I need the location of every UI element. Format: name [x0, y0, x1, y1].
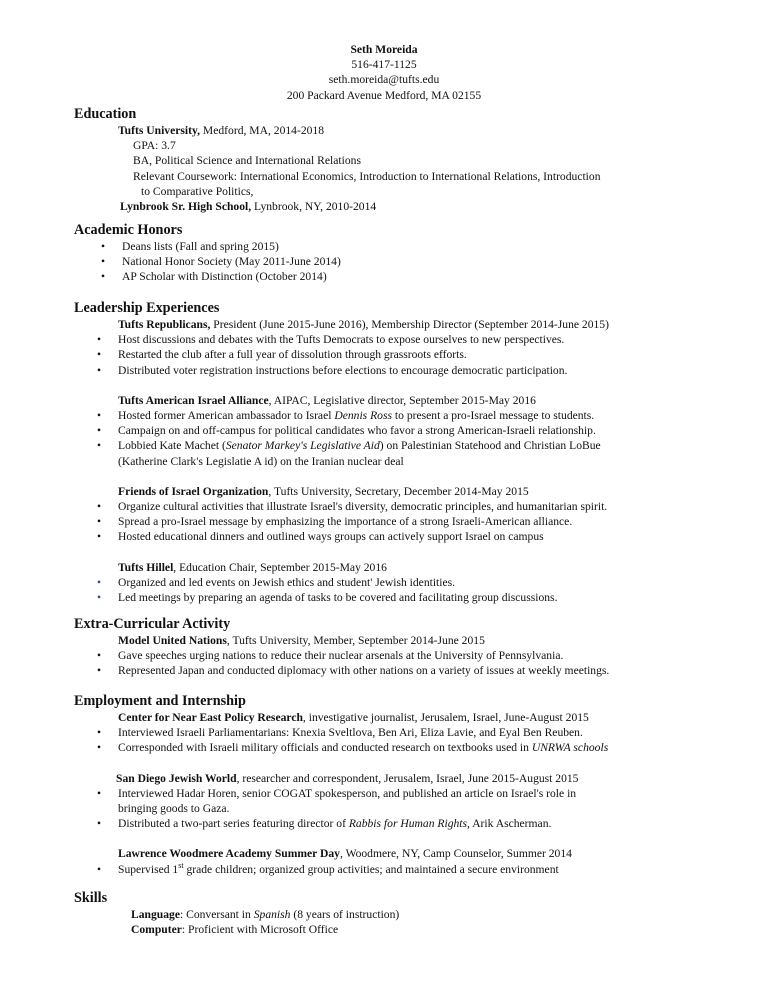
bullet-icon: • — [96, 348, 102, 362]
bullet-text: Host discussions and debates with the Tufts Democrats to expose ourselves to new perspectives. — [118, 333, 565, 347]
bullet-text: Interviewed Hadar Horen, senior COGAT spokesperson, and published an article on Israel's role in — [118, 786, 577, 800]
tufts-name: Tufts University, — [118, 124, 201, 137]
cnep-bullet — [74, 725, 694, 740]
bullet-text: Hosted educational dinners and outlined ways groups can actively support Israel on campus — [118, 530, 544, 544]
spanish: Spanish — [253, 908, 291, 921]
bullet-text: Lobbied Kate Machet ( — [118, 439, 226, 453]
degree-line: BA, Political Science and International Relations — [133, 154, 361, 168]
cnep-entry — [74, 710, 694, 725]
gpa-line: GPA: 3.7 — [133, 139, 176, 153]
mun-org: Model United Nations — [118, 634, 227, 647]
bullet-icon: • — [96, 363, 102, 377]
resume-header — [0, 42, 768, 103]
leadership-section — [74, 299, 694, 605]
sdjw-role: , researcher and correspondent, Jerusalem, Israel, June 2015-August 2015 — [236, 771, 579, 785]
ordinal-superscript: st — [178, 860, 184, 870]
alliance-bullet — [74, 423, 694, 438]
bullet-text: Organized and led events on Jewish ethics and student' Jewish identities. — [118, 575, 456, 589]
skills-heading: Skills — [74, 890, 108, 906]
bullet-icon: • — [96, 575, 102, 589]
bullet-text: Organize cultural activities that illustrate Israel's diversity, democratic principles, and humanitarian spirit. — [118, 500, 608, 514]
bullet-icon: • — [96, 530, 102, 544]
bullet-text: Led meetings by preparing an agenda of tasks to be covered and facilitating group discussions. — [118, 591, 558, 605]
honors-item-text: AP Scholar with Distinction (October 2014) — [122, 270, 327, 284]
mun-role: , Tufts University, Member, September 2014-June 2015 — [226, 634, 485, 647]
bullet-icon: • — [100, 270, 106, 284]
computer-label: Computer — [131, 923, 182, 937]
extracurricular-heading: Extra-Curricular Activity — [74, 616, 231, 632]
friends-entry — [74, 484, 694, 499]
honors-item-text: National Honor Society (May 2011-June 2014) — [122, 255, 341, 269]
bullet-text: to present a pro-Israel message to students. — [392, 409, 595, 423]
extracurricular-section — [74, 615, 694, 679]
bullet-text: Distributed voter registration instructions before elections to encourage democratic participation. — [118, 363, 568, 377]
bullet-text: grade children; organized group activities; and maintained a secure environment — [183, 862, 559, 876]
woodmere-bullet — [74, 862, 694, 877]
skill-text: : Proficient with Microsoft Office — [181, 923, 339, 937]
alliance-bullet-continued: (Katherine Clark's Legislatie A id) on the Iranian nuclear deal — [118, 454, 404, 468]
hillel-entry — [74, 560, 694, 575]
employment-section — [74, 692, 694, 877]
dennis-ross: Dennis Ross — [334, 409, 392, 423]
bullet-text: Corresponded with Israeli military officials and conducted research on textbooks used in — [118, 741, 532, 755]
republicans-bullet — [74, 347, 694, 362]
bullet-text: Represented Japan and conducted diplomacy with other nations on a variety of issues at weekly meetings. — [118, 664, 610, 678]
applicant-name: Seth Moreida — [350, 43, 418, 56]
unrwa-schools: UNRWA schools — [531, 741, 609, 755]
tufts-details: Medford, MA, 2014-2018 — [200, 124, 325, 137]
bullet-text: Campaign on and off-campus for political candidates who favor a strong American-Israeli relationship. — [118, 424, 596, 438]
bullet-text: ) on Palestinian Statehood and Christian LoBue — [379, 439, 601, 453]
bullet-icon: • — [96, 515, 102, 529]
tufts-entry — [74, 123, 694, 138]
honors-heading: Academic Honors — [74, 222, 183, 238]
phone-number: 516-417-1125 — [351, 58, 417, 72]
mun-entry — [74, 633, 694, 648]
bullet-icon: • — [96, 591, 102, 605]
senator-aid: Senator Markey's Legislative Aid — [225, 439, 380, 453]
honors-item-text: Deans lists (Fall and spring 2015) — [122, 240, 279, 253]
bullet-text: Restarted the club after a full year of dissolution through grassroots efforts. — [118, 348, 467, 362]
bullet-icon: • — [96, 786, 102, 800]
bullet-icon: • — [96, 439, 102, 453]
alliance-bullet — [74, 408, 694, 423]
cnep-org: Center for Near East Policy Research — [118, 711, 303, 724]
alliance-entry — [74, 393, 694, 408]
bullet-text: Supervised 1 — [118, 862, 179, 876]
language-skill — [74, 907, 694, 922]
bullet-icon: • — [96, 726, 102, 740]
highschool-name: Lynbrook Sr. High School, — [120, 200, 252, 214]
friends-role: , Tufts University, Secretary, December 2014-May 2015 — [268, 484, 529, 498]
bullet-icon: • — [96, 741, 102, 755]
employment-heading: Employment and Internship — [74, 693, 246, 709]
hillel-bullet — [74, 575, 694, 590]
skill-text: (8 years of instruction) — [290, 908, 400, 921]
home-address: 200 Packard Avenue Medford, MA 02155 — [286, 88, 482, 102]
coursework-line: Relevant Coursework: International Economics, Introduction to International Relations, Introduction — [133, 169, 601, 183]
republicans-org: Tufts Republicans, — [118, 318, 211, 331]
woodmere-org: Lawrence Woodmere Academy Summer Day — [118, 847, 340, 861]
education-section — [74, 105, 694, 214]
email-address: seth.moreida@tufts.edu — [328, 73, 440, 87]
woodmere-role: , Woodmere, NY, Camp Counselor, Summer 2014 — [339, 847, 572, 861]
mun-bullet — [74, 663, 694, 678]
bullet-text: Gave speeches urging nations to reduce their nuclear arsenals at the University of Pennsylvania. — [118, 649, 564, 663]
cnep-bullet — [74, 740, 694, 755]
bullet-icon: • — [96, 664, 102, 678]
woodmere-entry — [74, 846, 694, 861]
language-label: Language — [131, 908, 180, 921]
bullet-icon: • — [96, 862, 102, 876]
bullet-icon: • — [96, 409, 102, 423]
alliance-org: Tufts American Israel Alliance — [118, 393, 269, 407]
friends-bullet — [74, 499, 694, 514]
highschool-entry — [74, 199, 694, 214]
bullet-text: Distributed a two-part series featuring director of — [118, 817, 349, 831]
republicans-entry — [74, 317, 694, 332]
sdjw-org: San Diego Jewish World — [116, 771, 237, 785]
coursework-continued: to Comparative Politics, — [141, 184, 254, 198]
bullet-text: Interviewed Israeli Parliamentarians: Knexia Sveltlova, Ben Ari, Eliza Lavie, and Eyal Ben Reuben. — [118, 726, 583, 740]
alliance-bullet — [74, 438, 694, 453]
skills-section — [74, 889, 694, 937]
alliance-role: , AIPAC, Legislative director, September 2015-May 2016 — [268, 393, 536, 407]
highschool-details: Lynbrook, NY, 2010-2014 — [251, 200, 377, 214]
cnep-role: , investigative journalist, Jerusalem, Israel, June-August 2015 — [302, 711, 589, 724]
sdjw-bullet-continued: bringing goods to Gaza. — [118, 802, 230, 816]
sdjw-bullet — [74, 816, 694, 831]
friends-bullet — [74, 529, 694, 544]
mun-bullet — [74, 648, 694, 663]
bullet-icon: • — [100, 255, 106, 269]
sdjw-entry — [74, 771, 694, 786]
hillel-role: , Education Chair, September 2015-May 2016 — [173, 560, 387, 574]
hillel-bullet — [74, 590, 694, 605]
bullet-icon: • — [96, 500, 102, 514]
bullet-icon: • — [96, 649, 102, 663]
honors-item — [74, 239, 694, 254]
bullet-text: Hosted former American ambassador to Israel — [118, 409, 335, 423]
bullet-icon: • — [100, 240, 106, 253]
education-heading: Education — [74, 106, 137, 122]
republicans-role: President (June 2015-June 2016), Membership Director (September 2014-June 2015) — [210, 318, 609, 331]
bullet-icon: • — [96, 817, 102, 831]
friends-org: Friends of Israel Organization — [118, 484, 269, 498]
hillel-org: Tufts Hillel — [118, 560, 174, 574]
bullet-text: , Arik Ascherman. — [467, 817, 552, 831]
bullet-icon: • — [96, 333, 102, 347]
rabbis-human-rights: Rabbis for Human Rights — [348, 817, 468, 831]
computer-skill — [74, 922, 694, 937]
honors-section — [74, 221, 694, 285]
honors-item — [74, 269, 694, 284]
republicans-bullet — [74, 332, 694, 347]
republicans-bullet — [74, 363, 694, 378]
skill-text: : Conversant in — [179, 908, 254, 921]
leadership-heading: Leadership Experiences — [74, 300, 220, 316]
sdjw-bullet — [74, 786, 694, 801]
honors-item — [74, 254, 694, 269]
bullet-text: Spread a pro-Israel message by emphasizing the importance of a strong Israeli-American alliance. — [118, 515, 573, 529]
bullet-icon: • — [96, 424, 102, 438]
friends-bullet — [74, 514, 694, 529]
